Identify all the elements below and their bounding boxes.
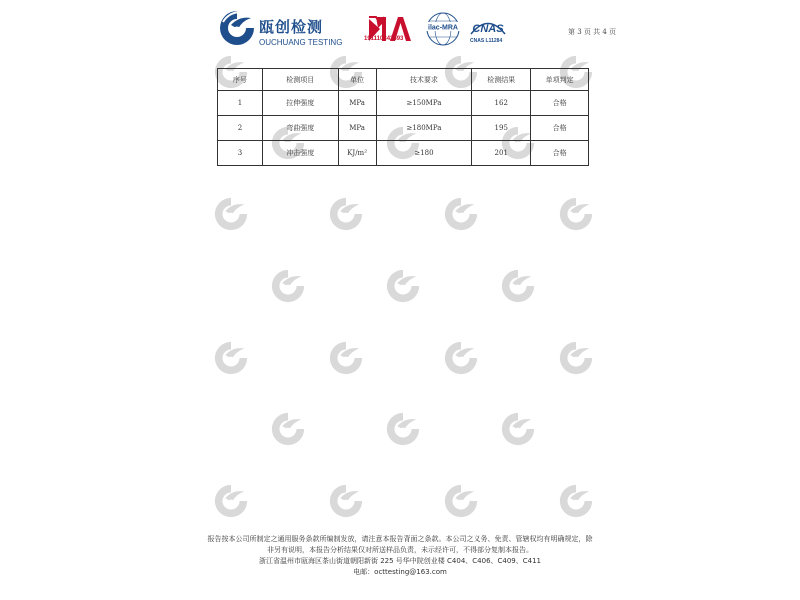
watermark-logo-icon	[384, 267, 422, 305]
cell-requirement: ≥180	[376, 141, 472, 166]
cell-item: 弯曲强度	[262, 116, 338, 141]
column-header-serial: 序号	[218, 69, 263, 91]
table-row	[218, 116, 589, 141]
cell-requirement: ≥180MPa	[376, 116, 472, 141]
watermark-logo-icon	[557, 482, 595, 520]
watermark-logo-icon	[384, 410, 422, 448]
cell-result: 201	[472, 141, 531, 166]
company-logo	[217, 8, 343, 50]
table-header-row	[218, 69, 589, 91]
company-name-cn: 瓯创检测	[259, 18, 324, 36]
cnas-number: CNAS L11284	[470, 38, 503, 44]
column-header-requirement: 技术要求	[376, 69, 472, 91]
cell-requirement: ≥150MPa	[376, 91, 472, 116]
ouchuang-logo-icon	[217, 8, 257, 48]
watermark-logo-icon	[557, 339, 595, 377]
test-results-table	[217, 68, 589, 166]
column-header-judgement: 单项判定	[531, 69, 589, 91]
watermark-logo-icon	[327, 482, 365, 520]
table-row	[218, 141, 589, 166]
company-name-en: OUCHUANG TESTING	[259, 38, 343, 47]
cell-result: 195	[472, 116, 531, 141]
watermark-logo-icon	[499, 267, 537, 305]
footer-disclaimer-line-2: 非另有说明，本报告分析结果仅对所送样品负责，未示经许可，不得部分复制本报告。	[267, 546, 533, 554]
column-header-item: 检测项目	[262, 69, 338, 91]
cnas-label: CNAS	[472, 23, 504, 35]
table-row	[218, 91, 589, 116]
cell-item: 拉伸强度	[262, 91, 338, 116]
page-indicator: 第 3 页 共 4 页	[568, 28, 617, 36]
ilac-mra-label: ilac-MRA	[428, 24, 458, 32]
cell-judgement: 合格	[531, 91, 589, 116]
column-header-result: 检测结果	[472, 69, 531, 91]
watermark-logo-icon	[499, 410, 537, 448]
watermark-logo-icon	[327, 339, 365, 377]
watermark-logo-icon	[269, 267, 307, 305]
cell-item: 冲击强度	[262, 141, 338, 166]
cell-judgement: 合格	[531, 116, 589, 141]
footer-disclaimer-line-1: 报告按本公司所制定之通用服务条款所编制发放，请注意本报告背面之条款。本公司之义务、免责、管辖权均有明确规定，除	[207, 535, 593, 543]
column-header-unit: 单位	[338, 69, 376, 91]
cell-serial: 2	[218, 116, 263, 141]
report-footer	[0, 534, 800, 578]
cell-judgement: 合格	[531, 141, 589, 166]
footer-address: 浙江省温州市瓯海区茶山街道朝阳新街 225 号华中院创业楼 C404、C406、C409、C411	[258, 557, 542, 565]
watermark-logo-icon	[212, 339, 250, 377]
cell-serial: 3	[218, 141, 263, 166]
cell-result: 162	[472, 91, 531, 116]
cell-unit: MPa	[338, 116, 376, 141]
watermark-logo-icon	[442, 482, 480, 520]
watermark-logo-icon	[212, 195, 250, 233]
watermark-logo-icon	[269, 410, 307, 448]
watermark-logo-icon	[442, 195, 480, 233]
cell-unit: MPa	[338, 91, 376, 116]
report-header	[0, 0, 800, 60]
cma-number: 191110342593	[364, 36, 404, 42]
watermark-logo-icon	[327, 195, 365, 233]
cell-serial: 1	[218, 91, 263, 116]
watermark-logo-icon	[557, 195, 595, 233]
ilac-mra-mark-icon	[423, 11, 463, 47]
watermark-logo-icon	[212, 482, 250, 520]
footer-email: 电邮：octtesting@163.com	[353, 568, 447, 576]
cell-unit: KJ/m²	[338, 141, 376, 166]
watermark-logo-icon	[442, 339, 480, 377]
